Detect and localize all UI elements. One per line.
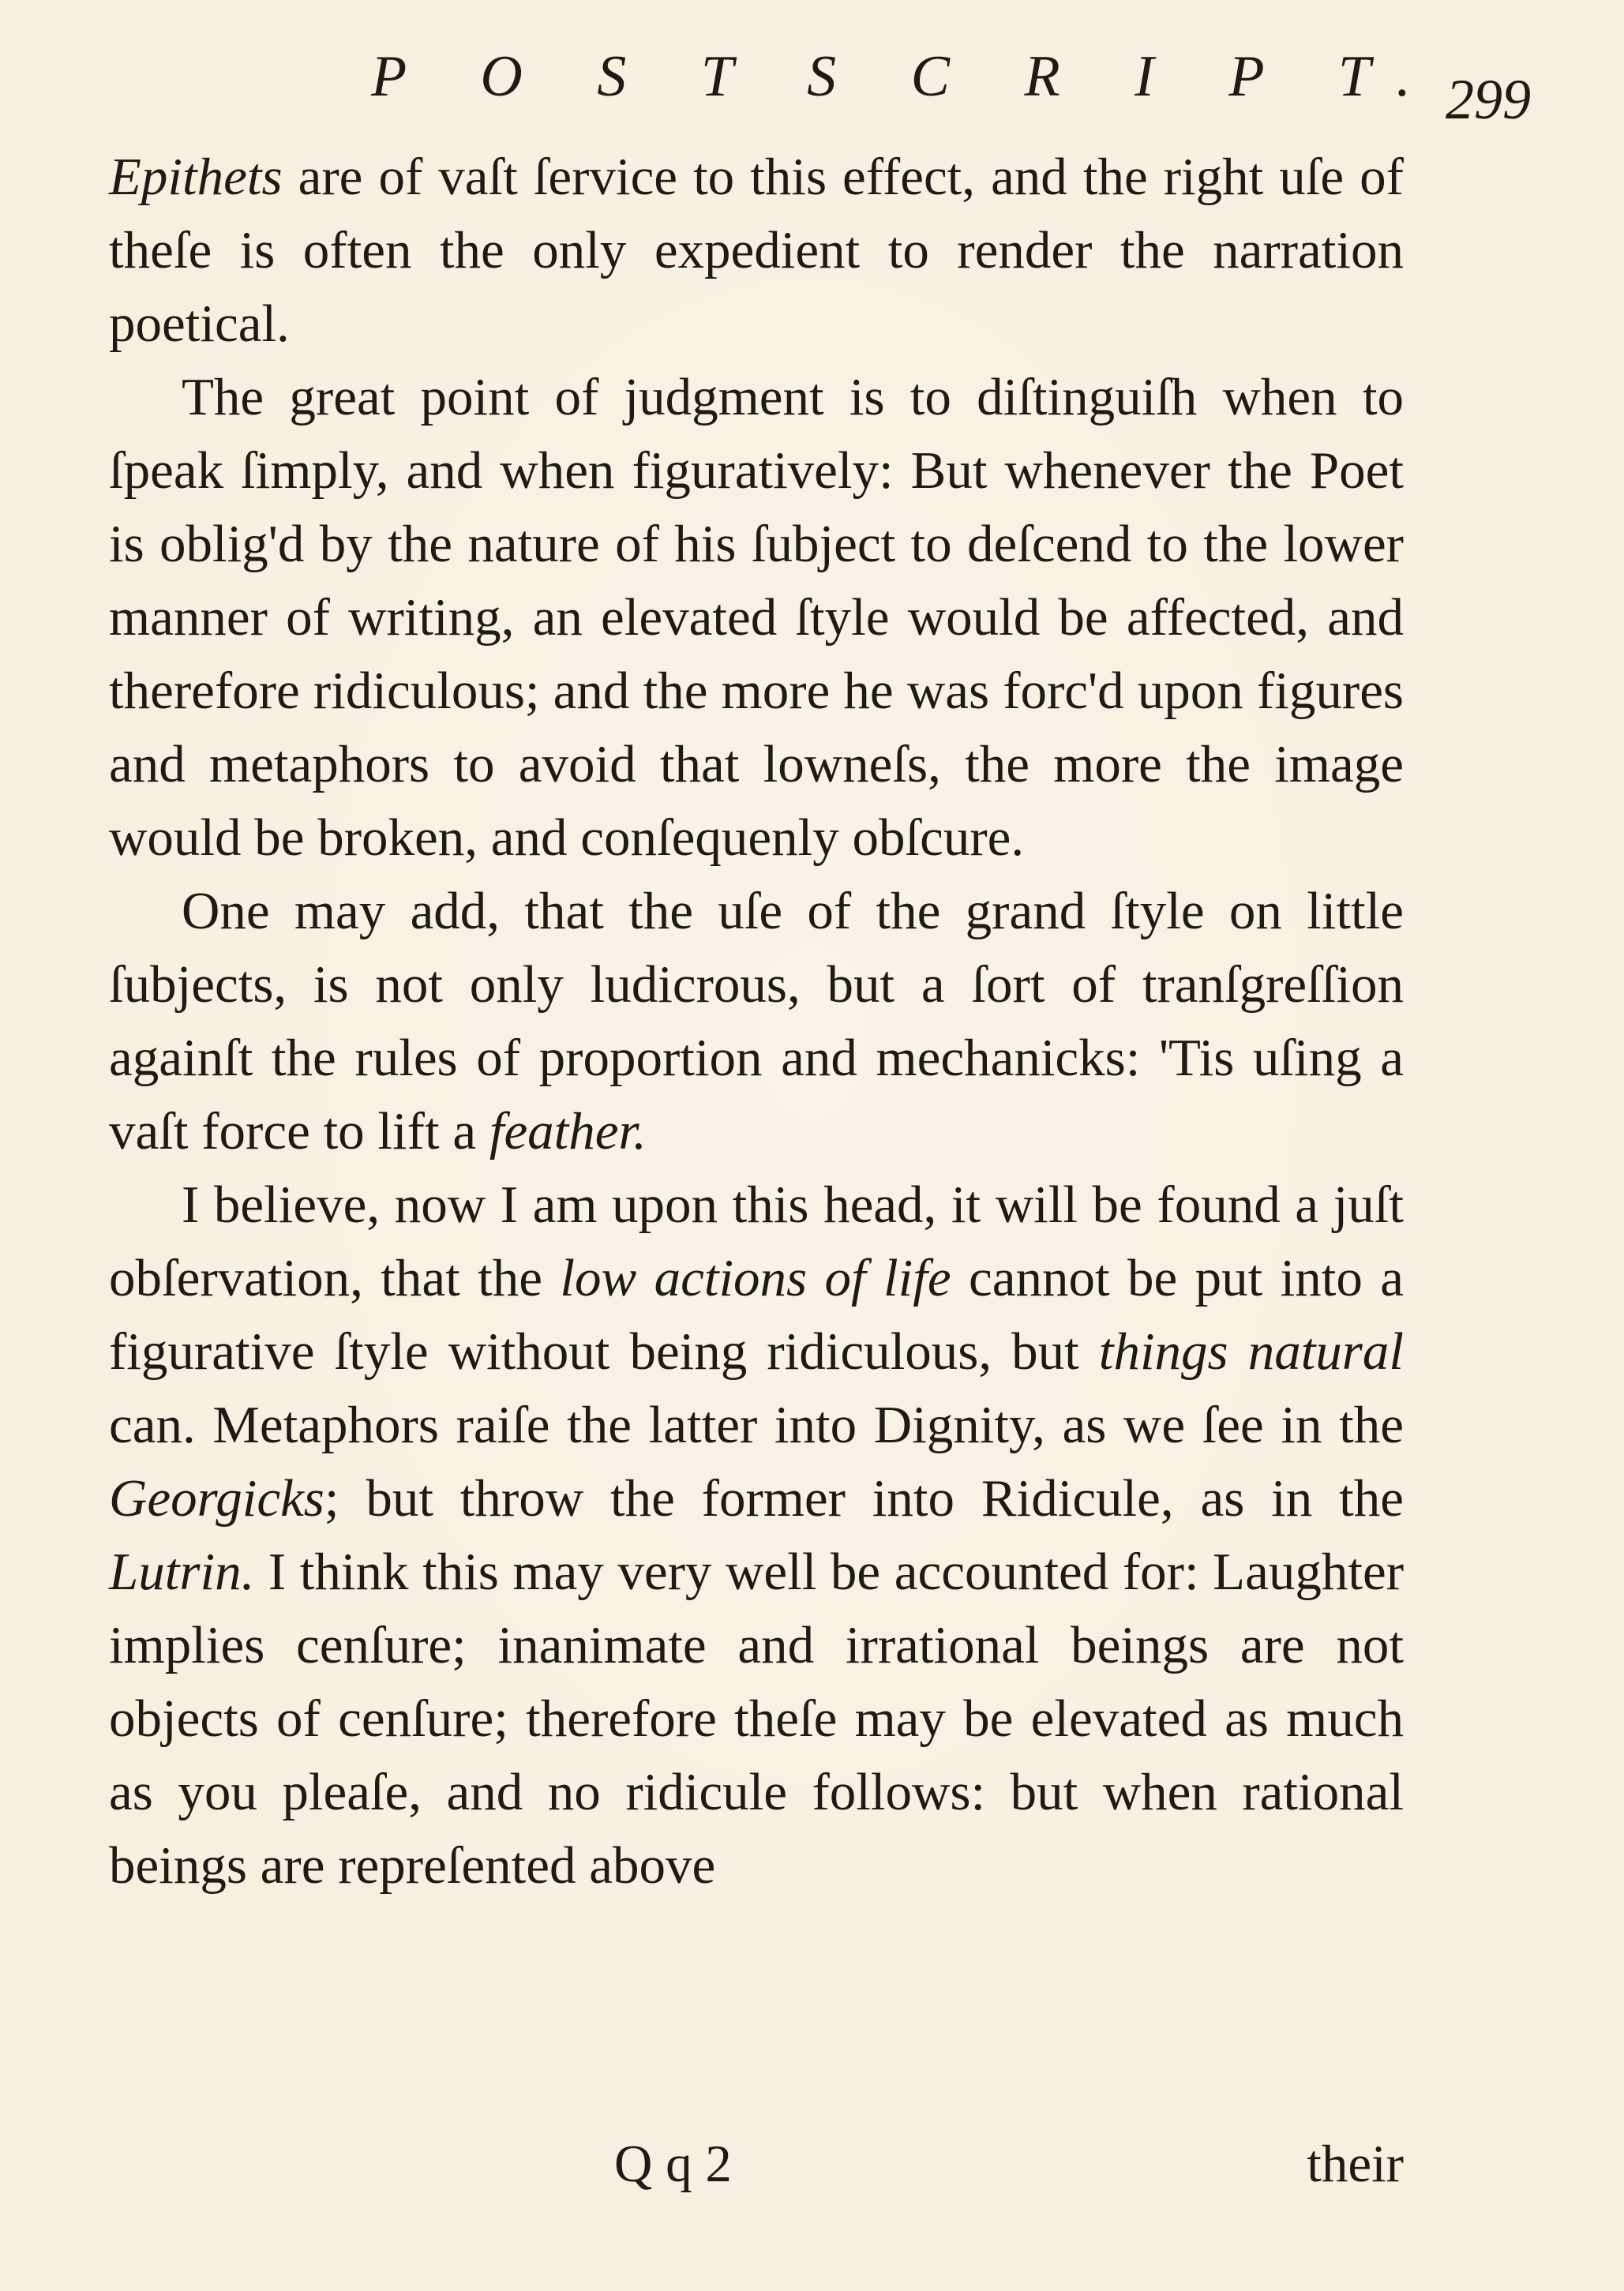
paragraph-4-segment-5: can. Metaphors raiſe the latter into Dignity, as we ſee in the	[109, 1396, 1404, 1454]
signature-mark: Q q 2	[614, 2135, 732, 2193]
running-header: P O S T S C R I P T.	[371, 44, 1441, 109]
paragraph-low-actions	[109, 1168, 1404, 1903]
paragraph-4-segment-8: Lutrin.	[109, 1543, 255, 1601]
paragraph-4-segment-7: ; but throw the former into Ridicule, as in the	[324, 1469, 1404, 1528]
paragraph-4-segment-2: low actions of life	[560, 1249, 951, 1307]
paragraph-grand-style	[109, 875, 1404, 1168]
paragraph-3-segment-2: feather.	[489, 1102, 647, 1160]
paragraph-judgment	[109, 361, 1404, 875]
paragraph-4-segment-9: I think this may very well be accounted for: Laughter implies cenſure; inanimate and irrational beings are not objects of cenſure; therefore theſe may be elevated as much as you pleaſe, and no ridicule follows: but when rational beings are repreſented above	[109, 1543, 1404, 1895]
paragraph-4-segment-1: I believe, now I am upon this head, it will be found a juſt obſervation, that the	[109, 1175, 1404, 1307]
paragraph-4-segment-3: cannot be put into a figurative ſtyle without being ridiculous, but	[109, 1249, 1405, 1381]
paragraph-1-segment-1: Epithets	[109, 148, 283, 206]
paragraph-epithets	[109, 141, 1404, 361]
catchword: their	[1307, 2135, 1404, 2193]
paragraph-1-segment-2: are of vaſt ſervice to this effect, and the right uſe of theſe is often the only expedient to render the narration poetical.	[109, 148, 1404, 353]
paragraph-2-segment-1: The great point of judgment is to diſtinguiſh when to ſpeak ſimply, and when figuratively: But whenever the Poet is oblig'd by the nature of his ſubject to deſcend to the lower manner of writing, an elevated ſtyle would be affected, and therefore ridiculous; and the more he was forc'd upon figures and metaphors to avoid that lowneſs, the more the image would be broken, and conſequenly obſcure.	[109, 368, 1404, 867]
paragraph-4-segment-4: things natural	[1098, 1322, 1404, 1381]
paragraph-4-segment-6: Georgicks	[109, 1469, 324, 1528]
page-number: 299	[1446, 68, 1531, 131]
body-text	[109, 141, 1404, 1903]
paragraph-3-segment-1: One may add, that the uſe of the grand ſtyle on little ſubjects, is not only ludicrous, but a ſort of tranſgreſſion againſt the rules of proportion and mechanicks: 'Tis uſing a vaſt force to lift a	[109, 882, 1404, 1160]
